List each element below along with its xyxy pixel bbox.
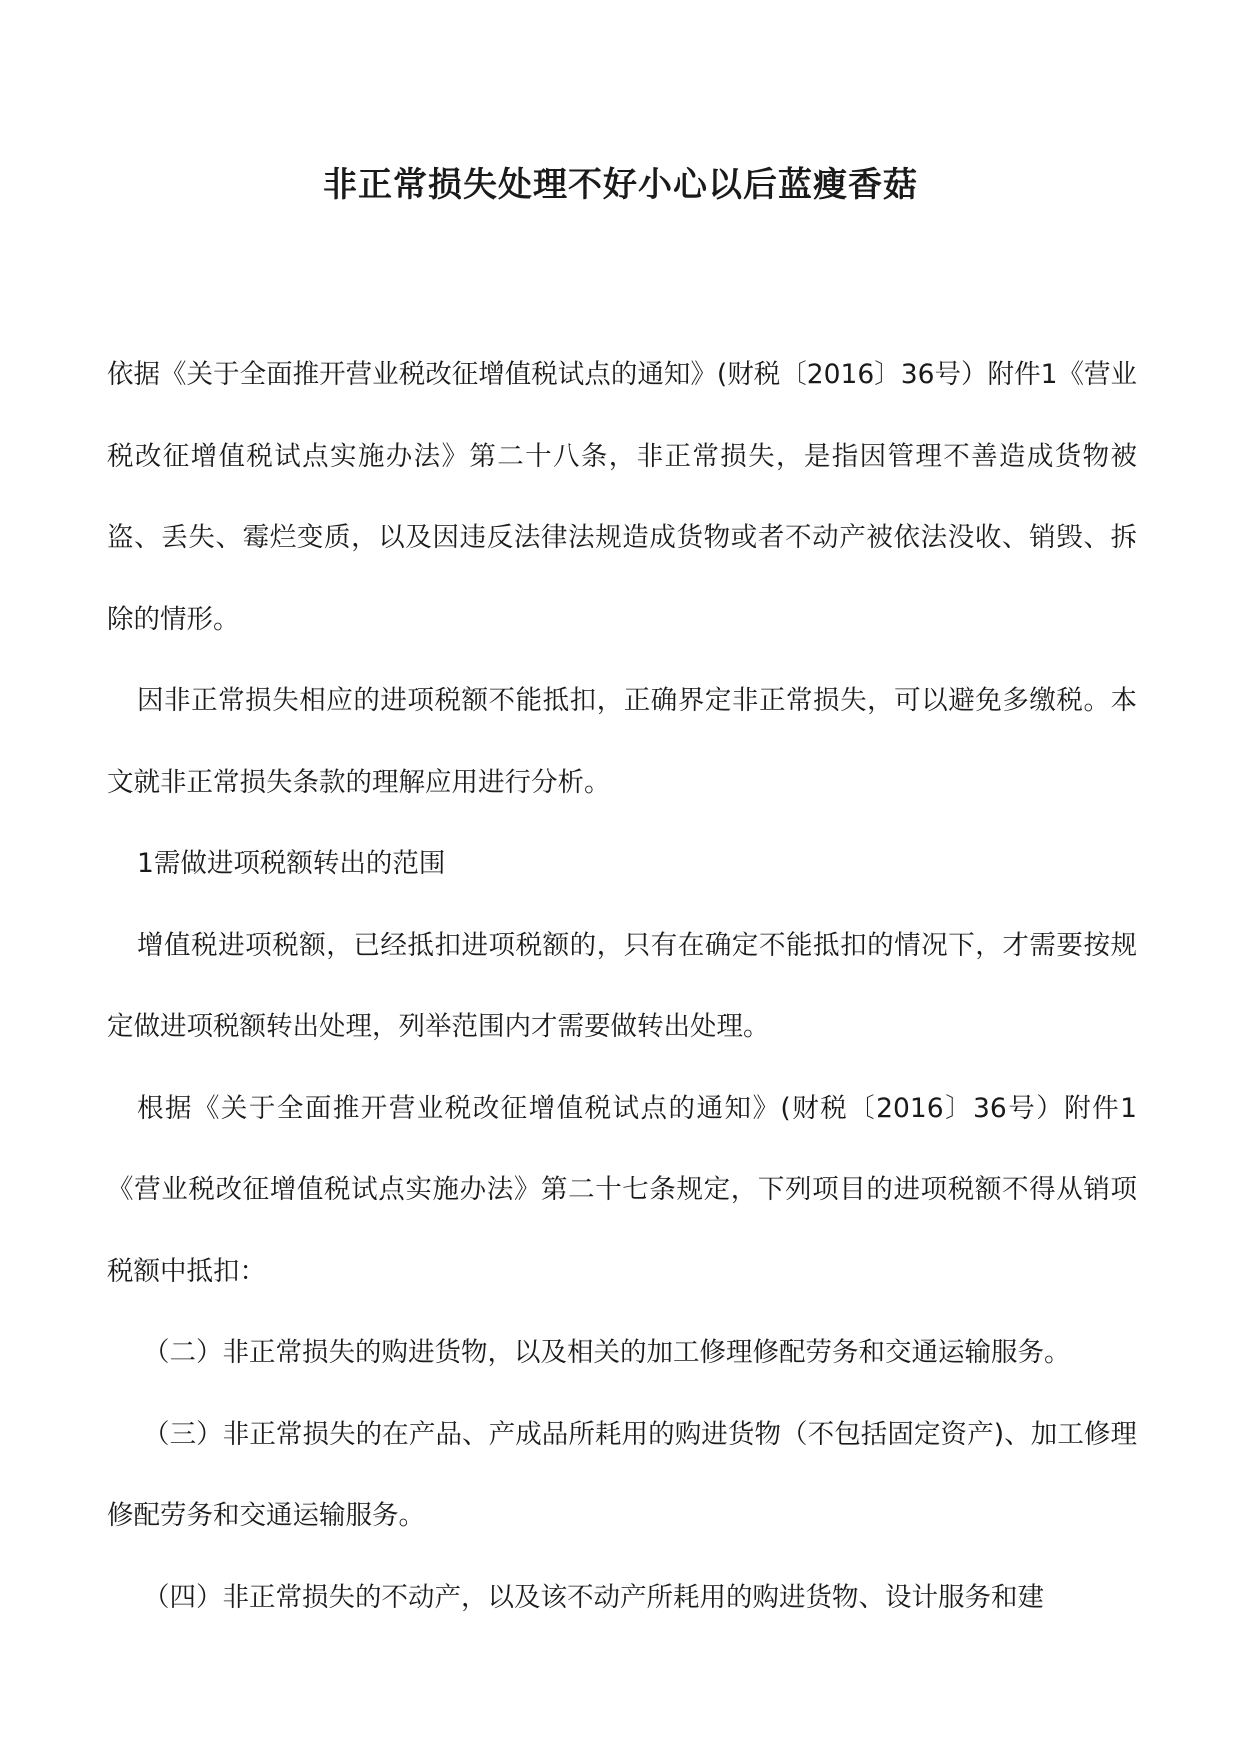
document-body <box>107 334 1137 1638</box>
list-item-4: （四）非正常损失的不动产，以及该不动产所耗用的购进货物、设计服务和建 <box>143 1581 1044 1613</box>
paragraph-transfer-out: 增值税进项税额，已经抵扣进项税额的，只有在确定不能抵扣的情况下，才需要按规定做进项税额转出处理，列举范围内才需要做转出处理。 <box>107 929 1137 1042</box>
paragraph-basis: 依据《关于全面推开营业税改征增值税试点的通知》(财税〔2016〕36号）附件1《营业税改征增值税试点实施办法》第二十八条，非正常损失，是指因管理不善造成货物被盗、丢失、霉烂变质，以及因违反法律法规造成货物或者不动产被依法没收、销毁、拆除的情形。 <box>107 359 1137 635</box>
document-title: 非正常损失处理不好小心以后蓝瘦香菇 <box>323 165 918 205</box>
list-item-3: （三）非正常损失的在产品、产成品所耗用的购进货物（不包括固定资产)、加工修理修配劳务和交通运输服务。 <box>107 1418 1137 1531</box>
paragraph-purpose: 因非正常损失相应的进项税额不能抵扣，正确界定非正常损失，可以避免多缴税。本文就非正常损失条款的理解应用进行分析。 <box>107 685 1137 798</box>
list-item-2: （二）非正常损失的购进货物，以及相关的加工修理修配劳务和交通运输服务。 <box>143 1337 1071 1368</box>
paragraph-article-27: 根据《关于全面推开营业税改征增值税试点的通知》(财税〔2016〕36号）附件1《营业税改征增值税试点实施办法》第二十七条规定，下列项目的进项税额不得从销项税额中抵扣： <box>107 1092 1137 1287</box>
section-heading: 1需做进项税额转出的范围 <box>137 848 446 879</box>
